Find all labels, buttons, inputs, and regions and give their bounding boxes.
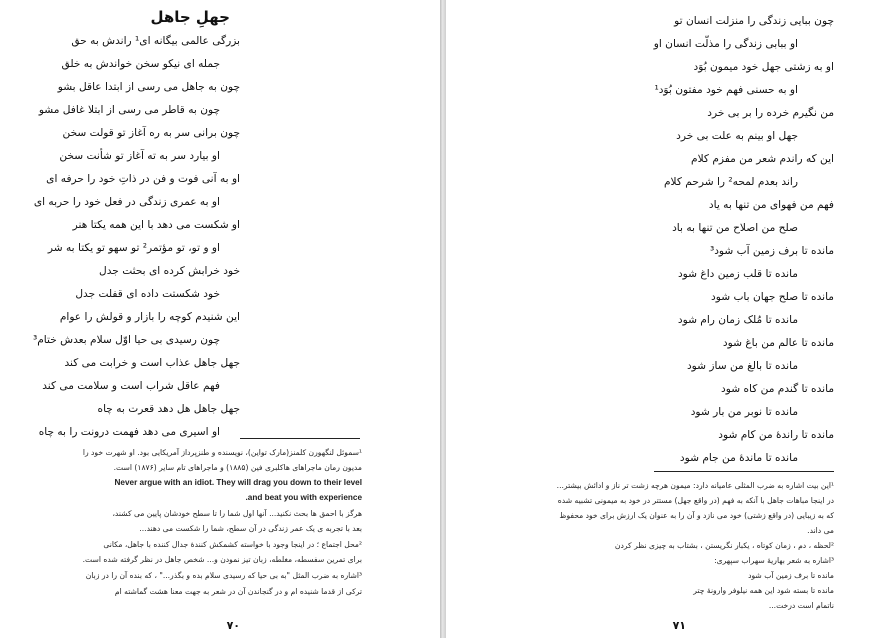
verse-line: مانده تا راندهٔ من کام شود [718,429,834,441]
footnote-line: هرگز با احمق ها بحث نکنید... آنها اول شما را تا سطح خودشان پایین می کشند، [112,509,362,518]
footnote-line: ¹سموئل لنگهورن کلمنز(مارک تواین)، نویسنده و طنزپرداز آمریکایی بود. او شهرت خود را [82,448,362,457]
footnote-line: ²لحظه ، دم ، زمان کوتاه ، یکبار نگریستن ، بشتاب به چیزی نظر کردن [614,541,834,550]
verse-line: مانده تا نوبر من بار شود [690,406,798,418]
verse-line: خود خرابش کرده ای بحثت جدل [99,265,240,277]
verse-line: او به آنی فوت و فن در ذاتِ خود را حرفه ای [46,173,240,185]
footnote-line: ¹این بیت اشاره به ضرب المثلی عامیانه دارد: میمون هرچه زشت تر ناز و ادائش بیشتر... [556,481,834,490]
verse-line: او ببابی زندگی را مذلّت انسان او [653,38,798,50]
footnote-line: برای تمرین سفسطه، مغلطه، زبان تیز نمودن و... شخص جاهل در نظر گرفته شده است. [82,555,362,564]
footnote-separator [240,438,360,439]
verse-line: چون به قاطر می رسی از ابتلا غافل مشو [38,104,220,116]
verse-line: من نگیرم خرده را بر بی خرد [707,107,834,119]
verse-line: مانده تا مُلک زمان رام شود [677,314,798,326]
footnote-line: می داند. [807,526,834,535]
footnote-line: مانده تا بسته شود این همه نیلوفر وارونهٔ چتر [693,586,834,595]
left-page [0,0,440,638]
footnote-line: مدیون رمان ماجراهای هاکلبری فین (۱۸۸۵) و ماجراهای تام سایر (۱۸۷۶) است. [113,463,362,472]
verse-line: او بیارد سر به ته آغاز تو شأنت سخن [59,150,220,162]
verse-line: جمله ای نیکو سخن خواندش به خلق [61,58,220,70]
footnote-line: مانده تا برف زمین آب شود [748,571,834,580]
verse-line: این شنیدم کوچه را بازار و قولش را عوام [59,311,240,323]
verse-line: مانده تا ماندهٔ من جام شود [679,452,798,464]
verse-line: او به زشتی جهل خود میمون بُوَد [693,61,834,73]
right-page [446,0,882,638]
verse-line: چون رسیدی بی حیا اوّل سلام بعدش ختام³ [32,334,220,346]
page-number: ۷۰ [226,619,240,632]
footnote-line: در اینجا مباهات جاهل با آنکه به فهم (در واقع جهل) مستتر در خود به میمونی تشبیه شده [557,496,834,505]
page-number: ۷۱ [672,619,686,632]
verse-line: بزرگی عالمی بیگانه ای¹ راندش به حق [71,35,240,47]
poem-title: جهلِ جاهل [150,8,230,26]
verse-line: جهل او بینم به علت بی خرد [676,130,798,142]
footnote-separator [654,471,834,472]
verse-line: فهم عاقل شراب است و سلامت می کند [42,380,220,392]
footnote-english-line: .and beat you with experience [245,493,362,502]
footnote-line: ترکی از قدما شنیده ام و در گنجاندن آن در شعر به جهت معنا هشت گماشته ام [114,587,362,596]
verse-line: جهل جاهل عذاب است و خرابت می کند [64,357,240,369]
verse-line: مانده تا گندم من کاه شود [721,383,834,395]
verse-line: مانده تا عالم من باغ شود [722,337,834,349]
verse-line: مانده تا صلح جهان باب شود [711,291,834,303]
verse-line: صلح من اصلاح من تنها به باد [672,222,798,234]
verse-line: او به حسنی فهم خود مفتون بُوَد¹ [654,84,798,96]
footnote-line: که به زیبایی (در واقع زشتی) خود می نازد و آن را به عنوان یک ارزش برای خود محفوظ [559,511,834,520]
verse-line: خود شکستت داده ای قفلت جدل [75,288,220,300]
verse-line: راند بعدم لمحه² را شرحم کلام [663,176,798,188]
verse-line: چون ببایی زندگی را منزلت انسان تو [674,15,834,27]
verse-line: چون به جاهل می رسی از ابتدا عاقل بشو [57,81,240,93]
verse-line: مانده تا برف زمین آب شود³ [709,245,834,257]
verse-line: جهل جاهل هل دهد قعرت به چاه [97,403,240,415]
verse-line: او و تو، تو مؤتمر² تو سهو تو یکتا به شر [47,242,220,254]
footnote-english-line: Never argue with an idiot. They will drag you down to their level [114,478,362,487]
footnote-line: ناتمام است درخت... [768,601,834,610]
verse-line: این که راندم شعر من مفزم کلام [691,153,834,165]
verse-line: او اسیری می دهد فهمت درونت را به چاه [38,426,220,438]
verse-line: او به عمری زندگی در فعل خود را حربه ای [33,196,220,208]
verse-line: مانده تا قلب زمین داغ شود [677,268,798,280]
verse-line: او شکست می دهد با این همه یکتا هنر [72,219,240,231]
footnote-line: ³اشاره به شعر بهاریهٔ سهراب سپهری: [714,556,834,565]
verse-line: فهم من فهوای من تنها به یاد [708,199,834,211]
verse-line: مانده تا بالغ من ساز شود [686,360,798,372]
footnote-line: بعد با تجربه ی یک عمر زندگی در آن سطح، شما را شکست می دهند... [139,524,362,533]
footnote-line: ³اشاره به ضرب المثل "به بی حیا که رسیدی سلام بده و بگذر..." ، که بنده آن را در زبان [85,571,362,580]
footnote-line: ²محل اجتماع ؛ در اینجا وجود با خواسته کشمکش کنندهٔ جدال کننده با جاهل، مکانی [103,540,362,549]
verse-line: چون برانی سر به ره آغاز تو قولت سخن [62,127,240,139]
